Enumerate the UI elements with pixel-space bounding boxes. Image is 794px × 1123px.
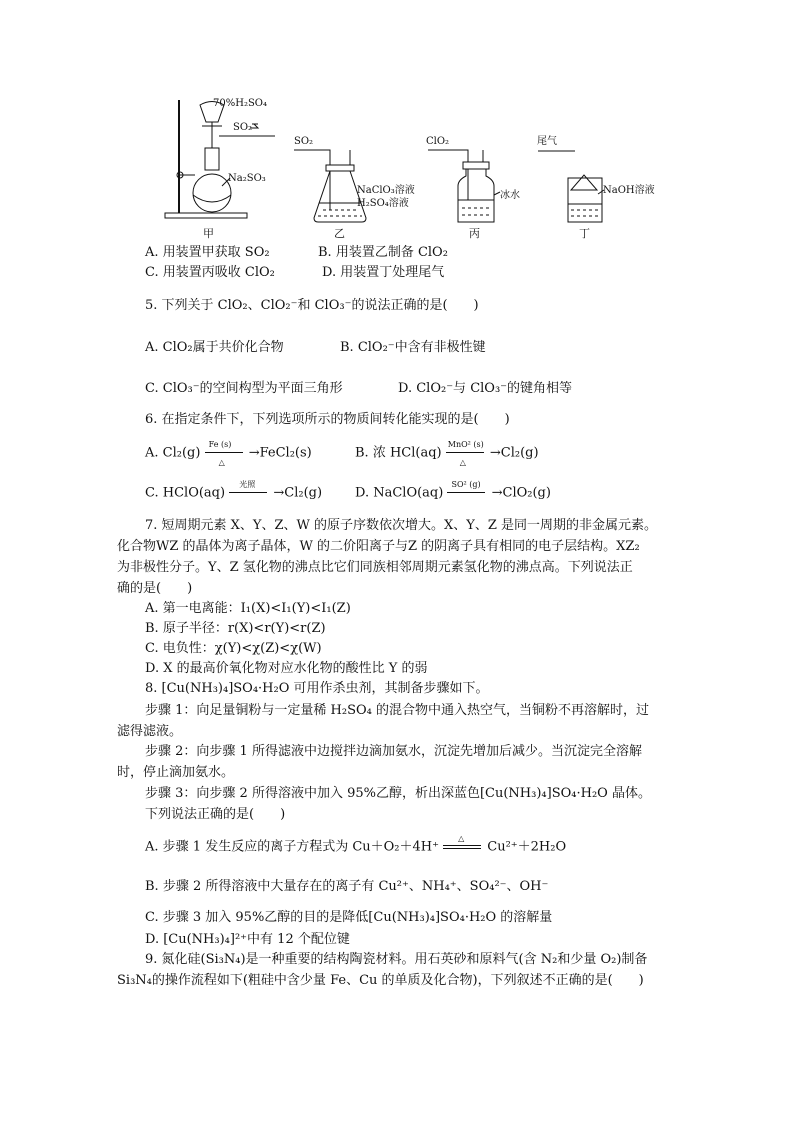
yi-sol1-label: NaClO₃溶液 (357, 185, 415, 196)
q7-option-c: C. 电负性：χ(Y)<χ(Z)<χ(W) (145, 641, 322, 656)
apparatus-yi (294, 150, 366, 222)
yi-label: 乙 (334, 227, 345, 240)
jia-label: 甲 (203, 227, 214, 240)
q6-c-reactant: C. HClO(aq) (145, 485, 226, 501)
q6-a-reactant: A. Cl₂(g) (145, 445, 201, 461)
q7-option-a: A. 第一电离能：I₁(X)<I₁(Y)<I₁(Z) (145, 601, 351, 616)
q6-stem: 6. 在指定条件下，下列选项所示的物质间转化能实现的是( ) (145, 412, 510, 427)
q8-step2-line2: 时，停止滴加氨水。 (117, 765, 235, 780)
q6-b-heat: △ (459, 458, 466, 467)
q4-option-a: A. 用装置甲获取 SO₂ (145, 245, 270, 260)
apparatus-bing (428, 150, 500, 222)
apparatus-figure (0, 0, 794, 245)
yi-sol2-label: H₂SO₄溶液 (357, 198, 409, 209)
q7-line-3: 为非极性分子。Y、Z 氢化物的沸点比它们同族相邻周期元素氢化物的沸点高。下列说法正 (117, 560, 633, 575)
q5-option-a: A. ClO₂属于共价化合物 (145, 340, 284, 355)
q6-b-condition: MnO² (s) (447, 440, 484, 449)
q5-stem: 5. 下列关于 ClO₂、ClO₂⁻和 ClO₃⁻的说法正确的是( ) (145, 298, 479, 313)
bing-label: 丙 (469, 227, 480, 240)
q8-step1-line1: 步骤 1：向足量铜粉与一定量稀 H₂SO₄ 的混合物中通入热空气，当铜粉不再溶解时，过 (145, 703, 649, 718)
q8-option-c: C. 步骤 3 加入 95%乙醇的目的是降低[Cu(NH₃)₄]SO₄·H₂O 的溶解量 (145, 910, 553, 925)
q8-a-heat: △ (458, 834, 465, 843)
q6-option-a (145, 440, 312, 467)
q4-option-c: C. 用装置丙吸收 ClO₂ (145, 265, 275, 280)
q9-line-1: 9. 氮化硅(Si₃N₄)是一种重要的结构陶瓷材料。用石英砂和原料气(含 N₂和少量 O₂)制备 (145, 952, 648, 967)
bing-coolant-label: 冰水 (500, 190, 520, 201)
q6-option-c (145, 480, 323, 504)
q7-line-2: 化合物WZ 的晶体为离子晶体，W 的二价阳离子与Z 的阴离子具有相同的电子层结构。XZ₂ (117, 539, 640, 554)
yi-gas-label: SO₂ (294, 136, 314, 147)
q8-stem: 8. [Cu(NH₃)₄]SO₄·H₂O 可用作杀虫剂，其制备步骤如下。 (145, 681, 489, 696)
q6-b-product: →Cl₂(g) (489, 445, 539, 461)
q8-option-b: B. 步骤 2 所得溶液中大量存在的离子有 Cu²⁺、NH₄⁺、SO₄²⁻、OH⁻ (145, 879, 549, 894)
jia-acid-label: 70%H₂SO₄ (213, 98, 268, 109)
q7-line-1: 7. 短周期元素 X、Y、Z、W 的原子序数依次增大。X、Y、Z 是同一周期的非金属元素。 (145, 518, 658, 533)
q6-a-condition: Fe (s) (208, 440, 232, 449)
ding-label: 丁 (579, 227, 590, 240)
q7-line-4: 确的是( ) (117, 581, 193, 596)
q6-b-reactant: B. 浓 HCl(aq) (355, 445, 442, 461)
q8-a-left: A. 步骤 1 发生反应的离子方程式为 Cu＋O₂＋4H⁺ (145, 839, 439, 855)
apparatus-ding (538, 151, 604, 222)
apparatus-jia (165, 100, 275, 218)
q6-option-b (355, 440, 539, 467)
ding-gas-label: 尾气 (537, 136, 557, 147)
bing-gas-label: ClO₂ (426, 136, 450, 147)
q4-option-b: B. 用装置乙制备 ClO₂ (318, 245, 448, 260)
q7-option-b: B. 原子半径：r(X)<r(Y)<r(Z) (145, 621, 326, 636)
jia-solid-label: Na₂SO₃ (228, 173, 266, 184)
q9-line-2: Si₃N₄的操作流程如下(粗硅中含少量 Fe、Cu 的单质及化合物)，下列叙述不正确的是( ) (117, 973, 644, 988)
q6-d-reactant: D. NaClO(aq) (355, 485, 444, 501)
q8-a-right: Cu²⁺＋2H₂O (487, 839, 567, 855)
ding-sol-label: NaOH溶液 (603, 185, 655, 196)
q5-option-c: C. ClO₃⁻的空间构型为平面三角形 (145, 381, 343, 396)
q8-option-d: D. [Cu(NH₃)₄]²⁺中有 12 个配位键 (145, 932, 350, 947)
q8-ask: 下列说法正确的是( ) (145, 807, 286, 822)
q6-c-product: →Cl₂(g) (273, 485, 323, 501)
q7-option-d: D. X 的最高价氧化物对应水化物的酸性比 Y 的弱 (145, 661, 428, 676)
q8-step3: 步骤 3：向步骤 2 所得溶液中加入 95%乙醇，析出深蓝色[Cu(NH₃)₄]SO₄·H₂O 晶体。 (145, 786, 651, 801)
q8-step1-line2: 滤得滤液。 (117, 724, 183, 739)
q8-option-a (145, 834, 567, 858)
q5-option-b: B. ClO₂⁻中含有非极性键 (340, 340, 486, 355)
q6-option-d (355, 480, 551, 504)
q6-a-product: →FeCl₂(s) (248, 445, 312, 461)
q4-option-d: D. 用装置丁处理尾气 (322, 265, 445, 280)
q6-c-condition: 光照 (239, 480, 256, 489)
q6-d-product: →ClO₂(g) (491, 485, 551, 501)
q6-d-condition: SO² (g) (451, 480, 481, 489)
q8-step2-line1: 步骤 2：向步骤 1 所得滤液中边搅拌边滴加氨水，沉淀先增加后减少。当沉淀完全溶解 (145, 744, 642, 759)
jia-gas-label: SO₂ (233, 122, 253, 133)
q6-a-heat: △ (218, 458, 225, 467)
q5-option-d: D. ClO₂⁻与 ClO₃⁻的键角相等 (398, 381, 573, 396)
